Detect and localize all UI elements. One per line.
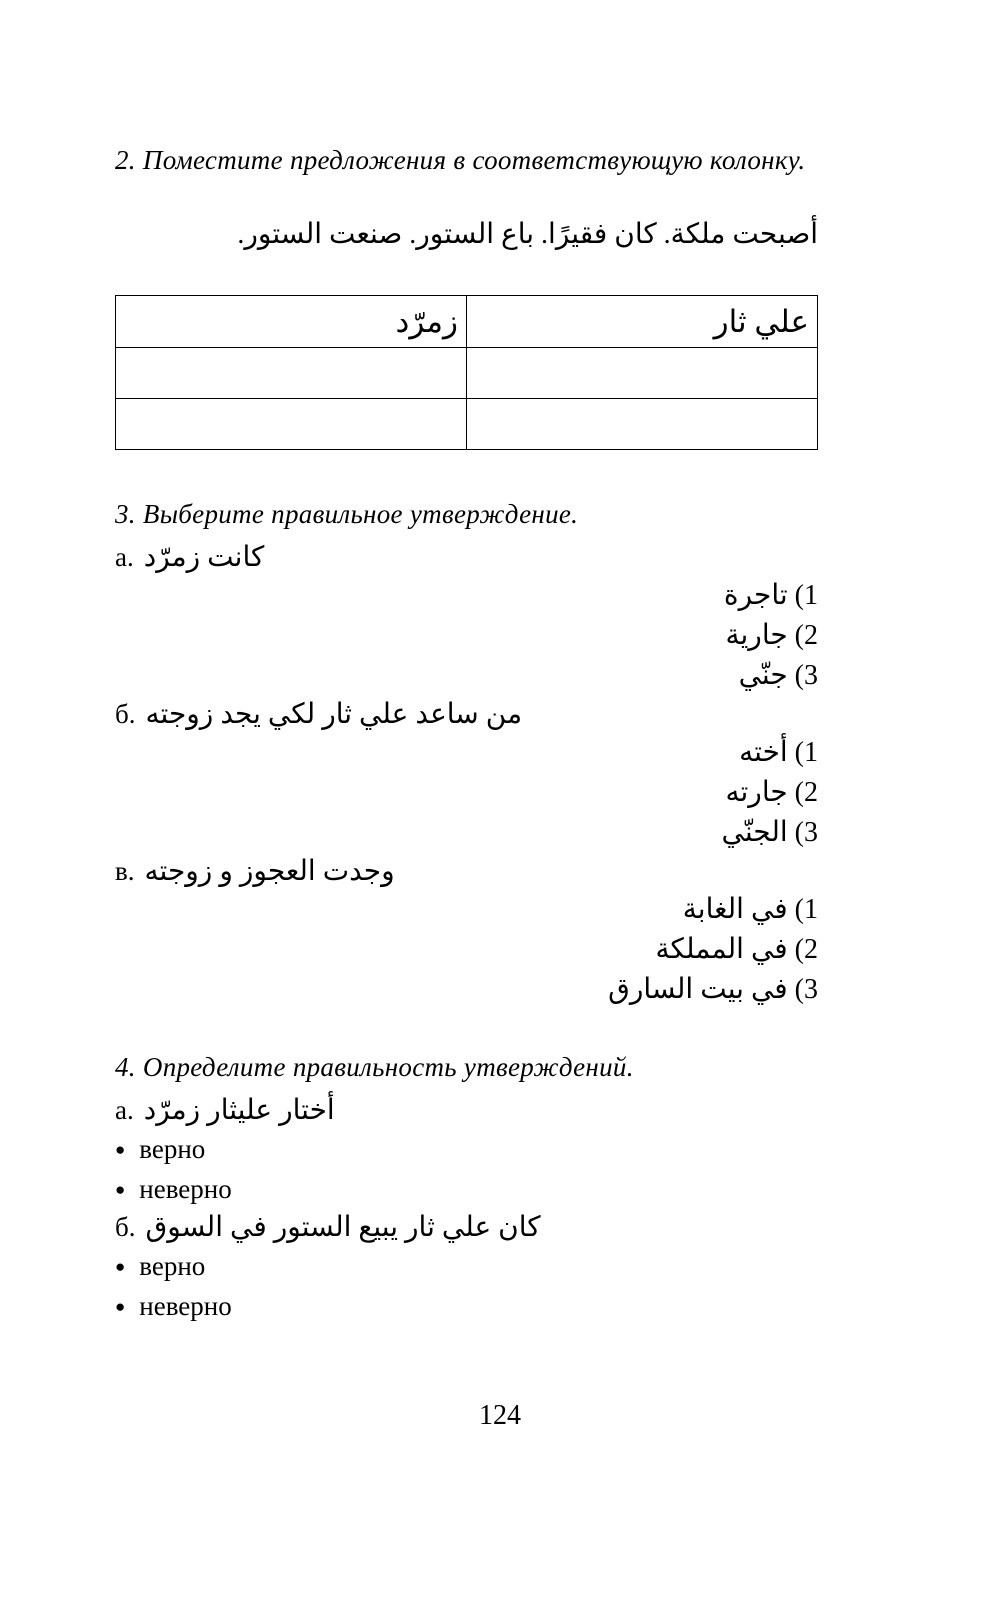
item-label: б. (115, 1212, 136, 1242)
table-row (116, 348, 818, 399)
table-header-zumurrud: زمرّد (116, 296, 467, 348)
table-cell-empty (116, 399, 467, 450)
truefalse-label: неверно (139, 1290, 232, 1321)
item-label: a. (115, 1095, 134, 1125)
exercise3-heading: 3. Выберите правильное утверждение. (115, 499, 579, 529)
truefalse-option-neverno (115, 1169, 818, 1209)
table-row (116, 399, 818, 450)
item-label: б. (115, 699, 136, 729)
table-cell-empty (467, 348, 818, 399)
sorting-table (115, 295, 818, 450)
question-arabic: وجدت العجوز و زوجته (144, 856, 395, 887)
answer-option: 3) في بيت السارق (608, 974, 818, 1005)
exercise2-arabic-sentences: أصبحت ملكة. كان فقيرًا. باع الستور. صنعت الستور. (237, 219, 818, 250)
answer-option: 3) جنّي (738, 660, 818, 691)
item-label: a. (115, 542, 134, 572)
answer-option: 1) في الغابة (682, 894, 818, 925)
table-cell-empty (116, 348, 467, 399)
truefalse-option-neverno (115, 1286, 818, 1326)
answer-option: 3) الجنّي (721, 817, 818, 848)
answer-option: 2) جارية (725, 620, 818, 651)
table-cell-empty (467, 399, 818, 450)
answer-option: 2) في المملكة (655, 934, 818, 965)
truefalse-option-verno (115, 1246, 818, 1286)
table-header-ali-thar: علي ثار (467, 296, 818, 348)
exercise2-heading: 2. Поместите предложения в соответствующую колонку. (115, 145, 806, 175)
truefalse-option-verno (115, 1129, 818, 1169)
exercise4-heading: 4. Определите правильность утверждений. (115, 1052, 634, 1082)
exercise3-question-v (115, 853, 818, 890)
truefalse-label: верно (139, 1133, 206, 1164)
exercise4-statement-a (115, 1092, 818, 1129)
bullet-icon: ● (115, 1179, 126, 1199)
bullet-icon: ● (115, 1139, 126, 1159)
statement-arabic: كان علي ثار يبيع الستور في السوق (145, 1212, 541, 1243)
question-arabic: من ساعد علي ثار لكي يجد زوجته (145, 699, 523, 730)
exercise3-question-a (115, 539, 818, 576)
exercise3-question-b (115, 696, 818, 733)
question-arabic: كانت زمرّد (143, 542, 265, 573)
answer-option: 1) تاجرة (723, 580, 818, 611)
statement-arabic: أختار عليثار زمرّد (143, 1095, 335, 1126)
item-label: в. (115, 856, 135, 886)
page-number: 124 (479, 1400, 521, 1431)
answer-option: 2) جارته (725, 777, 818, 808)
answer-option: 1) أخته (739, 737, 818, 768)
truefalse-label: неверно (139, 1173, 232, 1204)
bullet-icon: ● (115, 1296, 126, 1316)
exercise4-statement-b (115, 1209, 818, 1246)
truefalse-label: верно (139, 1250, 206, 1281)
table-header-row (116, 296, 818, 348)
bullet-icon: ● (115, 1256, 126, 1276)
